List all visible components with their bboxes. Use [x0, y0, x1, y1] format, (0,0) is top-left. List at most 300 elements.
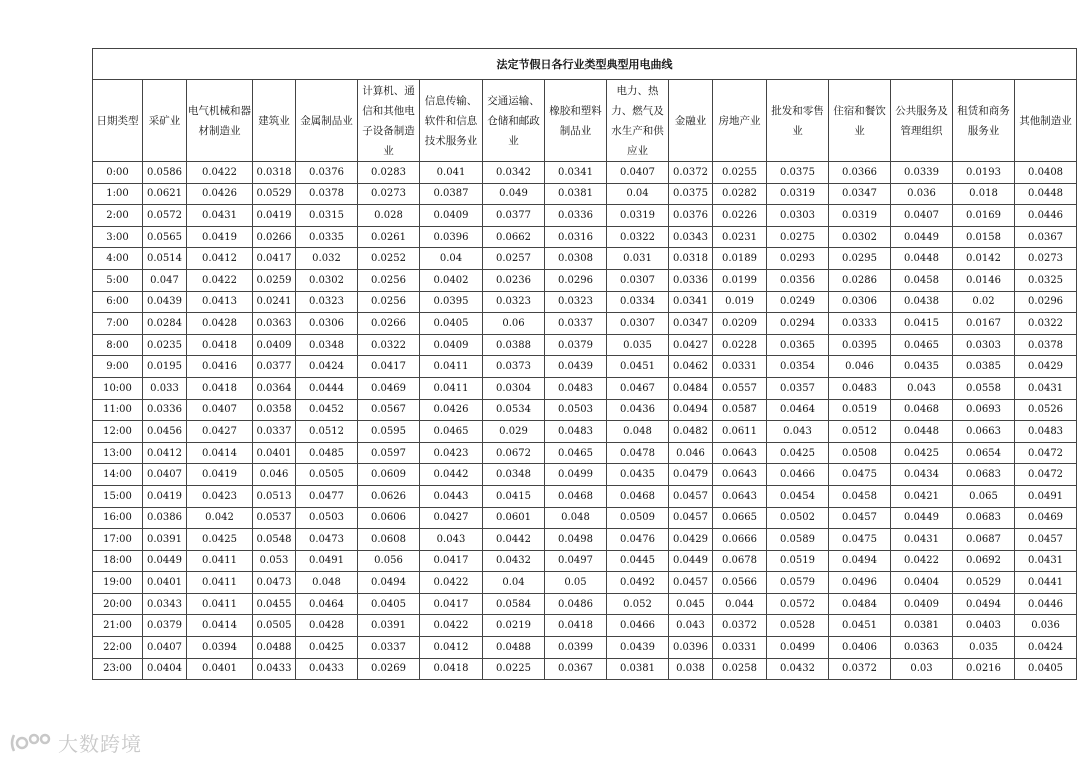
value-cell: 0.0473 [296, 529, 358, 551]
value-cell: 0.0451 [829, 615, 891, 637]
value-cell: 0.0468 [545, 485, 607, 507]
value-cell: 0.0666 [713, 529, 767, 551]
value-cell: 0.0391 [358, 615, 420, 637]
value-cell: 0.038 [669, 658, 713, 680]
value-cell: 0.043 [891, 377, 953, 399]
value-cell: 0.0286 [829, 269, 891, 291]
value-cell: 0.0411 [187, 550, 253, 572]
value-cell: 0.0337 [358, 637, 420, 659]
value-cell: 0.0407 [891, 205, 953, 227]
value-cell: 0.0255 [713, 162, 767, 184]
value-cell: 0.0318 [253, 162, 296, 184]
header-row [93, 80, 1077, 162]
value-cell: 0.0414 [187, 442, 253, 464]
value-cell: 0.0189 [713, 248, 767, 270]
value-cell: 0.042 [187, 507, 253, 529]
column-header: 金融业 [669, 80, 713, 162]
value-cell: 0.0572 [767, 593, 829, 615]
value-cell: 0.0621 [143, 183, 187, 205]
value-cell: 0.0476 [607, 529, 669, 551]
value-cell: 0.0497 [545, 550, 607, 572]
column-header: 住宿和餐饮业 [829, 80, 891, 162]
value-cell: 0.0408 [1015, 162, 1077, 184]
value-cell: 0.0444 [296, 377, 358, 399]
value-cell: 0.0378 [296, 183, 358, 205]
value-cell: 0.0416 [187, 356, 253, 378]
value-cell: 0.0236 [483, 269, 545, 291]
value-cell: 0.05 [545, 572, 607, 594]
column-header: 采矿业 [143, 80, 187, 162]
value-cell: 0.0662 [483, 226, 545, 248]
value-cell: 0.035 [953, 637, 1015, 659]
value-cell: 0.0499 [545, 464, 607, 486]
value-cell: 0.0348 [483, 464, 545, 486]
value-cell: 0.0269 [358, 658, 420, 680]
value-cell: 0.0413 [187, 291, 253, 313]
value-cell: 0.0435 [891, 356, 953, 378]
value-cell: 0.0364 [253, 377, 296, 399]
value-cell: 0.043 [420, 529, 483, 551]
value-cell: 0.0482 [669, 421, 713, 443]
value-cell: 0.0608 [358, 529, 420, 551]
value-cell: 0.0399 [545, 637, 607, 659]
value-cell: 0.0386 [143, 507, 187, 529]
time-cell: 16:00 [93, 507, 143, 529]
value-cell: 0.0394 [187, 637, 253, 659]
value-cell: 0.0443 [420, 485, 483, 507]
value-cell: 0.0358 [253, 399, 296, 421]
value-cell: 0.0479 [669, 464, 713, 486]
value-cell: 0.0663 [953, 421, 1015, 443]
value-cell: 0.0438 [891, 291, 953, 313]
table-row [93, 269, 1077, 291]
value-cell: 0.0494 [358, 572, 420, 594]
value-cell: 0.0426 [420, 399, 483, 421]
load-curve-table [92, 48, 1077, 680]
value-cell: 0.0449 [669, 550, 713, 572]
value-cell: 0.0373 [483, 356, 545, 378]
value-cell: 0.0558 [953, 377, 1015, 399]
value-cell: 0.0377 [483, 205, 545, 227]
value-cell: 0.0409 [891, 593, 953, 615]
value-cell: 0.0385 [953, 356, 1015, 378]
value-cell: 0.0427 [187, 421, 253, 443]
value-cell: 0.0508 [829, 442, 891, 464]
watermark [8, 728, 142, 757]
value-cell: 0.0379 [143, 615, 187, 637]
value-cell: 0.0537 [253, 507, 296, 529]
value-cell: 0.0266 [253, 226, 296, 248]
value-cell: 0.0357 [767, 377, 829, 399]
value-cell: 0.0257 [483, 248, 545, 270]
value-cell: 0.0433 [253, 658, 296, 680]
value-cell: 0.0379 [545, 334, 607, 356]
table-row [93, 226, 1077, 248]
value-cell: 0.0492 [607, 572, 669, 594]
value-cell: 0.0405 [420, 313, 483, 335]
value-cell: 0.0441 [1015, 572, 1077, 594]
value-cell: 0.0436 [607, 399, 669, 421]
value-cell: 0.0477 [296, 485, 358, 507]
table-row [93, 658, 1077, 680]
time-cell: 23:00 [93, 658, 143, 680]
value-cell: 0.0483 [1015, 421, 1077, 443]
value-cell: 0.0693 [953, 399, 1015, 421]
value-cell: 0.0457 [1015, 529, 1077, 551]
value-cell: 0.0419 [253, 205, 296, 227]
value-cell: 0.0529 [253, 183, 296, 205]
value-cell: 0.0377 [253, 356, 296, 378]
value-cell: 0.0417 [253, 248, 296, 270]
value-cell: 0.048 [296, 572, 358, 594]
value-cell: 0.0199 [713, 269, 767, 291]
column-header: 计算机、通信和其他电子设备制造业 [358, 80, 420, 162]
value-cell: 0.0512 [296, 421, 358, 443]
value-cell: 0.0484 [829, 593, 891, 615]
value-cell: 0.0367 [1015, 226, 1077, 248]
value-cell: 0.0323 [296, 291, 358, 313]
value-cell: 0.0454 [767, 485, 829, 507]
value-cell: 0.0687 [953, 529, 1015, 551]
value-cell: 0.035 [607, 334, 669, 356]
value-cell: 0.0448 [891, 421, 953, 443]
value-cell: 0.0449 [143, 550, 187, 572]
value-cell: 0.0584 [483, 593, 545, 615]
value-cell: 0.046 [669, 442, 713, 464]
value-cell: 0.0169 [953, 205, 1015, 227]
value-cell: 0.0409 [420, 205, 483, 227]
table-row [93, 529, 1077, 551]
column-header: 交通运输、仓储和邮政业 [483, 80, 545, 162]
value-cell: 0.0435 [607, 464, 669, 486]
value-cell: 0.0417 [420, 593, 483, 615]
value-cell: 0.0429 [669, 529, 713, 551]
value-cell: 0.0442 [420, 464, 483, 486]
table-row [93, 399, 1077, 421]
value-cell: 0.0378 [1015, 334, 1077, 356]
value-cell: 0.0503 [296, 507, 358, 529]
value-cell: 0.045 [669, 593, 713, 615]
value-cell: 0.0414 [187, 615, 253, 637]
value-cell: 0.0296 [1015, 291, 1077, 313]
value-cell: 0.0427 [669, 334, 713, 356]
value-cell: 0.0431 [1015, 550, 1077, 572]
value-cell: 0.0322 [358, 334, 420, 356]
value-cell: 0.0341 [669, 291, 713, 313]
time-cell: 18:00 [93, 550, 143, 572]
value-cell: 0.0409 [420, 334, 483, 356]
value-cell: 0.0418 [187, 334, 253, 356]
value-cell: 0.0672 [483, 442, 545, 464]
value-cell: 0.036 [891, 183, 953, 205]
value-cell: 0.0422 [891, 550, 953, 572]
value-cell: 0.0342 [483, 162, 545, 184]
value-cell: 0.0548 [253, 529, 296, 551]
value-cell: 0.0376 [669, 205, 713, 227]
value-cell: 0.0405 [1015, 658, 1077, 680]
value-cell: 0.0293 [767, 248, 829, 270]
value-cell: 0.0307 [607, 313, 669, 335]
value-cell: 0.0626 [358, 485, 420, 507]
value-cell: 0.0611 [713, 421, 767, 443]
value-cell: 0.0519 [767, 550, 829, 572]
value-cell: 0.0419 [187, 464, 253, 486]
value-cell: 0.0417 [420, 550, 483, 572]
time-cell: 22:00 [93, 637, 143, 659]
value-cell: 0.0429 [1015, 356, 1077, 378]
value-cell: 0.0488 [253, 637, 296, 659]
value-cell: 0.0411 [187, 572, 253, 594]
value-cell: 0.0415 [891, 313, 953, 335]
column-header: 房地产业 [713, 80, 767, 162]
value-cell: 0.0587 [713, 399, 767, 421]
table-row [93, 572, 1077, 594]
value-cell: 0.048 [545, 507, 607, 529]
value-cell: 0.0226 [713, 205, 767, 227]
value-cell: 0.0442 [483, 529, 545, 551]
value-cell: 0.0465 [891, 334, 953, 356]
value-cell: 0.0601 [483, 507, 545, 529]
value-cell: 0.0439 [143, 291, 187, 313]
value-cell: 0.0488 [483, 637, 545, 659]
value-cell: 0.0643 [713, 464, 767, 486]
value-cell: 0.043 [767, 421, 829, 443]
value-cell: 0.0467 [607, 377, 669, 399]
value-cell: 0.0484 [669, 377, 713, 399]
value-cell: 0.0502 [767, 507, 829, 529]
value-cell: 0.0228 [713, 334, 767, 356]
value-cell: 0.0323 [483, 291, 545, 313]
value-cell: 0.044 [713, 593, 767, 615]
value-cell: 0.0167 [953, 313, 1015, 335]
value-cell: 0.0318 [669, 248, 713, 270]
time-cell: 1:00 [93, 183, 143, 205]
time-cell: 3:00 [93, 226, 143, 248]
value-cell: 0.0296 [545, 269, 607, 291]
value-cell: 0.0336 [143, 399, 187, 421]
value-cell: 0.0295 [829, 248, 891, 270]
value-cell: 0.0334 [607, 291, 669, 313]
time-cell: 9:00 [93, 356, 143, 378]
value-cell: 0.0423 [420, 442, 483, 464]
value-cell: 0.0282 [713, 183, 767, 205]
value-cell: 0.0411 [187, 593, 253, 615]
time-cell: 2:00 [93, 205, 143, 227]
value-cell: 0.0415 [483, 485, 545, 507]
value-cell: 0.0401 [187, 658, 253, 680]
value-cell: 0.0643 [713, 442, 767, 464]
value-cell: 0.0512 [829, 421, 891, 443]
value-cell: 0.0432 [767, 658, 829, 680]
value-cell: 0.0498 [545, 529, 607, 551]
value-cell: 0.036 [1015, 615, 1077, 637]
value-cell: 0.0343 [143, 593, 187, 615]
value-cell: 0.0381 [607, 658, 669, 680]
column-header: 橡胶和塑料制品业 [545, 80, 607, 162]
value-cell: 0.046 [829, 356, 891, 378]
value-cell: 0.0457 [669, 507, 713, 529]
value-cell: 0.0209 [713, 313, 767, 335]
value-cell: 0.0193 [953, 162, 1015, 184]
value-cell: 0.0526 [1015, 399, 1077, 421]
value-cell: 0.0448 [1015, 183, 1077, 205]
value-cell: 0.049 [483, 183, 545, 205]
value-cell: 0.0336 [669, 269, 713, 291]
value-cell: 0.029 [483, 421, 545, 443]
value-cell: 0.0473 [253, 572, 296, 594]
value-cell: 0.0402 [420, 269, 483, 291]
value-cell: 0.0496 [829, 572, 891, 594]
value-cell: 0.0231 [713, 226, 767, 248]
value-cell: 0.0678 [713, 550, 767, 572]
value-cell: 0.0347 [829, 183, 891, 205]
value-cell: 0.0341 [545, 162, 607, 184]
value-cell: 0.0256 [358, 269, 420, 291]
table-row [93, 442, 1077, 464]
value-cell: 0.06 [483, 313, 545, 335]
value-cell: 0.0241 [253, 291, 296, 313]
value-cell: 0.0567 [358, 399, 420, 421]
value-cell: 0.0372 [829, 658, 891, 680]
value-cell: 0.0534 [483, 399, 545, 421]
value-cell: 0.0308 [545, 248, 607, 270]
value-cell: 0.0456 [143, 421, 187, 443]
column-header: 其他制造业 [1015, 80, 1077, 162]
value-cell: 0.031 [607, 248, 669, 270]
value-cell: 0.0449 [891, 507, 953, 529]
value-cell: 0.0356 [767, 269, 829, 291]
column-header: 日期类型 [93, 80, 143, 162]
value-cell: 0.0424 [1015, 637, 1077, 659]
value-cell: 0.0446 [1015, 205, 1077, 227]
value-cell: 0.0566 [713, 572, 767, 594]
value-cell: 0.0439 [545, 356, 607, 378]
value-cell: 0.0665 [713, 507, 767, 529]
value-cell: 0.053 [253, 550, 296, 572]
value-cell: 0.0419 [187, 226, 253, 248]
value-cell: 0.0478 [607, 442, 669, 464]
value-cell: 0.0348 [296, 334, 358, 356]
value-cell: 0.0432 [483, 550, 545, 572]
value-cell: 0.0405 [358, 593, 420, 615]
value-cell: 0.0306 [829, 291, 891, 313]
value-cell: 0.0302 [829, 226, 891, 248]
table-row [93, 377, 1077, 399]
time-cell: 7:00 [93, 313, 143, 335]
value-cell: 0.0446 [1015, 593, 1077, 615]
value-cell: 0.03 [891, 658, 953, 680]
value-cell: 0.0381 [545, 183, 607, 205]
value-cell: 0.0337 [253, 421, 296, 443]
value-cell: 0.0433 [296, 658, 358, 680]
value-cell: 0.0261 [358, 226, 420, 248]
value-cell: 0.0472 [1015, 464, 1077, 486]
time-cell: 12:00 [93, 421, 143, 443]
value-cell: 0.0572 [143, 205, 187, 227]
value-cell: 0.0475 [829, 464, 891, 486]
value-cell: 0.0275 [767, 226, 829, 248]
table-row [93, 248, 1077, 270]
value-cell: 0.0412 [143, 442, 187, 464]
value-cell: 0.046 [253, 464, 296, 486]
value-cell: 0.0404 [143, 658, 187, 680]
value-cell: 0.0407 [143, 464, 187, 486]
time-cell: 8:00 [93, 334, 143, 356]
value-cell: 0.0425 [296, 637, 358, 659]
value-cell: 0.0403 [953, 615, 1015, 637]
value-cell: 0.0485 [296, 442, 358, 464]
value-cell: 0.0643 [713, 485, 767, 507]
table-row [93, 313, 1077, 335]
value-cell: 0.0457 [669, 572, 713, 594]
time-cell: 5:00 [93, 269, 143, 291]
value-cell: 0.0458 [891, 269, 953, 291]
table-body [93, 162, 1077, 680]
value-cell: 0.0425 [767, 442, 829, 464]
value-cell: 0.0486 [545, 593, 607, 615]
value-cell: 0.0465 [545, 442, 607, 464]
time-cell: 19:00 [93, 572, 143, 594]
value-cell: 0.0284 [143, 313, 187, 335]
value-cell: 0.0395 [829, 334, 891, 356]
value-cell: 0.0422 [420, 572, 483, 594]
value-cell: 0.0401 [253, 442, 296, 464]
table-row [93, 334, 1077, 356]
value-cell: 0.0451 [607, 356, 669, 378]
table-row [93, 485, 1077, 507]
value-cell: 0.0273 [358, 183, 420, 205]
value-cell: 0.0365 [767, 334, 829, 356]
value-cell: 0.0395 [420, 291, 483, 313]
value-cell: 0.04 [607, 183, 669, 205]
value-cell: 0.0503 [545, 399, 607, 421]
value-cell: 0.0427 [420, 507, 483, 529]
value-cell: 0.0256 [358, 291, 420, 313]
time-cell: 10:00 [93, 377, 143, 399]
value-cell: 0.0513 [253, 485, 296, 507]
value-cell: 0.0606 [358, 507, 420, 529]
column-header: 建筑业 [253, 80, 296, 162]
value-cell: 0.0418 [187, 377, 253, 399]
table-row [93, 593, 1077, 615]
value-cell: 0.0319 [767, 183, 829, 205]
table-row [93, 356, 1077, 378]
table-row [93, 291, 1077, 313]
value-cell: 0.02 [953, 291, 1015, 313]
value-cell: 0.0439 [607, 637, 669, 659]
value-cell: 0.0483 [829, 377, 891, 399]
value-cell: 0.0388 [483, 334, 545, 356]
value-cell: 0.04 [483, 572, 545, 594]
value-cell: 0.0418 [545, 615, 607, 637]
value-cell: 0.065 [953, 485, 1015, 507]
value-cell: 0.0354 [767, 356, 829, 378]
value-cell: 0.0252 [358, 248, 420, 270]
value-cell: 0.0466 [607, 615, 669, 637]
value-cell: 0.0372 [669, 162, 713, 184]
value-cell: 0.0306 [296, 313, 358, 335]
value-cell: 0.0336 [545, 205, 607, 227]
value-cell: 0.0514 [143, 248, 187, 270]
value-cell: 0.0366 [829, 162, 891, 184]
value-cell: 0.0142 [953, 248, 1015, 270]
value-cell: 0.0273 [1015, 248, 1077, 270]
value-cell: 0.0464 [296, 593, 358, 615]
column-header: 租赁和商务服务业 [953, 80, 1015, 162]
value-cell: 0.0589 [767, 529, 829, 551]
table-row [93, 183, 1077, 205]
value-cell: 0.047 [143, 269, 187, 291]
